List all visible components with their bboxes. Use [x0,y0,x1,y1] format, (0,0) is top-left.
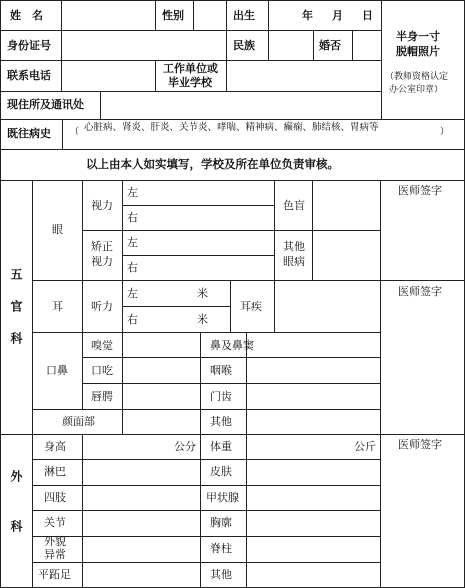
flatfoot-label: 平跖足 [38,568,71,581]
grid-line [226,0,227,30]
throat-label: 咽喉 [210,364,232,377]
grid-line [200,434,201,588]
grid-line [0,0,1,588]
other-surgery-label: 其他 [210,568,232,581]
grid-line [0,91,381,92]
hearing-right-meter: 米 [197,313,208,326]
grid-line [313,30,314,61]
weight-label: 体重 [210,440,232,453]
grid-line [62,119,63,149]
birth-label: 出生 [233,9,255,22]
grid-line [122,180,123,332]
stutter-label: 口吃 [91,364,113,377]
nose-sinus-label: 鼻及鼻窦 [210,339,254,352]
vision-right-label: 右 [127,211,138,224]
grid-line [0,60,381,61]
work-label-line1: 工作单位或 [163,62,218,75]
height-label: 身高 [44,440,66,453]
grid-line [274,180,275,280]
grid-line [100,91,101,119]
grid-line [230,280,231,332]
grid-line [352,30,353,61]
grid-line [82,357,380,358]
smell-label: 嗅觉 [91,339,113,352]
grid-line [381,0,382,119]
hearing-label: 听力 [91,300,113,313]
grid-line [0,149,465,150]
vision-left-label: 左 [127,186,138,199]
grid-line [193,0,194,30]
hearing-right-label: 右 [127,313,138,326]
grid-line [0,30,381,31]
grid-line [32,485,380,486]
grid-line [122,306,230,307]
history-text: 心脏病、肾炎、肝炎、关节炎、哮喘、精神病、癫痫、肺结核、胃病等 [84,122,379,133]
appearance-label-line2: 异常 [44,548,66,561]
grid-line [200,332,201,434]
appearance-label-line1: 外貌 [44,535,66,548]
grid-line [32,332,380,333]
joints-label: 关节 [44,516,66,529]
grid-line [32,280,465,281]
grid-line [32,409,380,410]
corrected-vision-label-line1: 矫正 [91,240,113,253]
ear-disease-label: 耳疾 [240,300,262,313]
vision-label: 视力 [91,199,113,212]
grid-line [0,119,465,120]
grid-line [268,30,269,61]
grid-line [32,562,380,563]
grid-line [32,459,380,460]
photo-label-line1: 半身一寸 [396,30,440,43]
grid-line [226,60,227,91]
grid-line [122,332,123,409]
face-label: 颜面部 [62,415,95,428]
month-label: 月 [332,9,343,22]
work-label-line2: 毕业学校 [168,76,212,89]
color-blind-label: 色盲 [283,199,305,212]
hearing-left-meter: 米 [197,287,208,300]
grid-line [155,60,156,91]
cleft-lip-label: 唇腭 [91,390,113,403]
photo-label-line2: 脱帽照片 [396,45,440,58]
grid-line [122,409,123,434]
grid-line [82,180,83,409]
grid-line [0,434,465,435]
name-label: 姓 名 [10,9,43,22]
doctor-sign-eye: 医师签字 [398,184,442,197]
history-label: 既往病史 [7,127,51,140]
surgery-section-label: 外科 [9,470,23,570]
grid-line [61,0,62,91]
thyroid-label: 甲状腺 [206,491,239,504]
day-label: 日 [362,9,373,22]
grid-line [32,180,33,588]
limbs-label: 四肢 [44,491,66,504]
doctor-sign-surgery: 医师签字 [398,438,442,451]
eye-label: 眼 [52,223,63,236]
grid-line [32,510,380,511]
history-paren-close: ） [440,127,450,137]
hearing-left-label: 左 [127,287,138,300]
address-label: 现住所及通讯处 [7,98,84,111]
weight-unit: 公斤 [354,440,376,453]
mouth-nose-label: 口鼻 [46,364,68,377]
lymph-label: 淋巴 [44,465,66,478]
other-senses-label: 其他 [210,415,232,428]
ear-label: 耳 [52,300,63,313]
corrected-vision-label-line2: 视力 [91,255,113,268]
ethnicity-label: 民族 [233,39,255,52]
grid-line [380,180,381,588]
corrected-left-label: 左 [127,236,138,249]
marital-label: 婚否 [319,39,341,52]
grid-line [82,434,83,588]
history-paren-open: （ [70,127,80,137]
phone-label: 联系电话 [7,69,51,82]
skin-label: 皮肤 [210,465,232,478]
grid-line [122,255,274,256]
grid-line [155,0,156,30]
grid-line [0,0,465,1]
grid-line [246,434,247,588]
grid-line [32,536,380,537]
chest-label: 胸廓 [210,516,232,529]
five-senses-section-label: 五官科 [9,268,23,364]
grid-line [312,180,313,280]
other-eye-label-line1: 其他 [283,240,305,253]
spine-label: 脊柱 [210,542,232,555]
photo-note-line1: （教师资格认定 [385,72,449,82]
gender-label: 性别 [162,9,184,22]
teeth-label: 门齿 [210,390,232,403]
grid-line [122,205,274,206]
year-label: 年 [302,9,313,22]
grid-line [82,383,380,384]
corrected-right-label: 右 [127,261,138,274]
other-eye-label-line2: 眼病 [283,255,305,268]
photo-note-line2: 办公室印章） [389,85,444,95]
grid-line [268,0,269,30]
declaration-text: 以上由本人如实填写，学校及所在单位负责审核。 [86,157,339,171]
height-unit: 公分 [174,440,196,453]
grid-line [82,230,380,231]
grid-line [0,180,465,181]
grid-line [226,30,227,61]
doctor-sign-ear: 医师签字 [398,285,442,298]
grid-line [274,280,275,332]
id-label: 身份证号 [7,39,51,52]
